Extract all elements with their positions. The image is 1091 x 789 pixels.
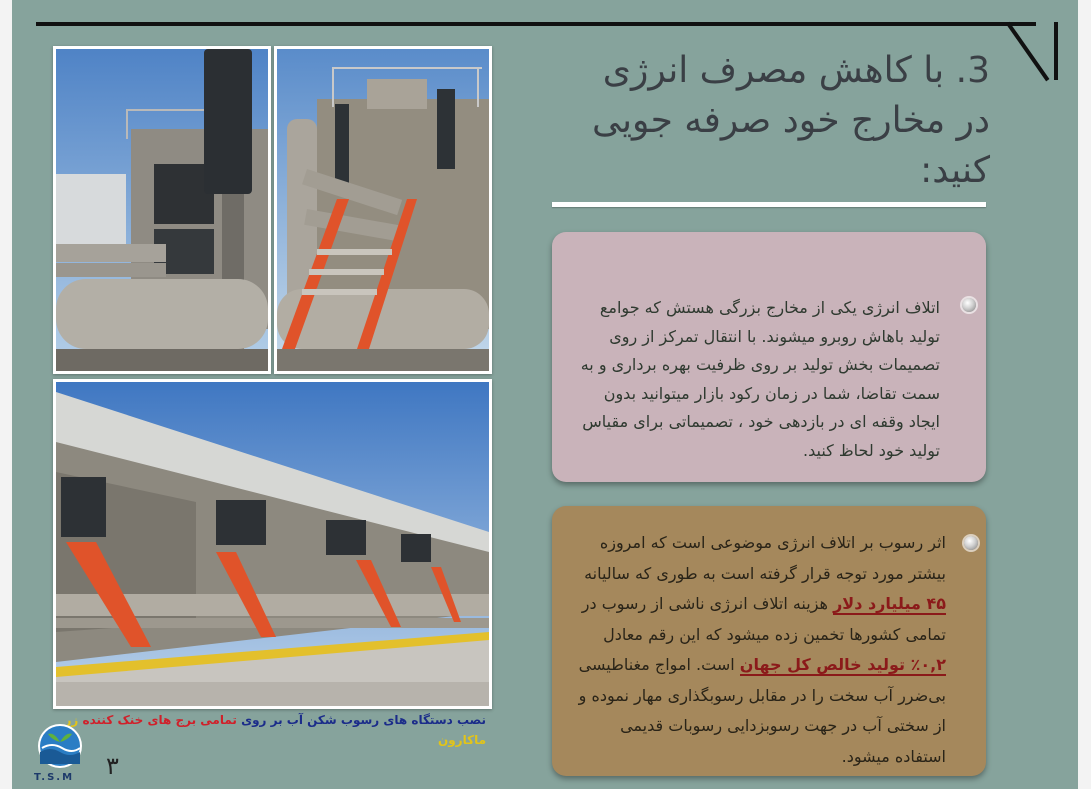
energy-loss-text: اتلاف انرژی یکی از مخارج بزرگی هستش که جوامع تولید باهاش روبرو میشوند. با انتقال تمرکز از روی تصمیمات بخش تولید بر روی ظرفیت بهره برداری و به سمت تقاضا، شما در زمان رکود بازار میتوانید بدون ایجاد وقفه ای در بازدهی خود ، تصمیماتی برای مقیاس تولید خود لحاظ کنید.: [580, 298, 940, 460]
cooling-tower-row-photo: [53, 379, 492, 709]
caption-part-2: تمامی برج های خنک کننده: [82, 713, 237, 727]
scale-text-part-a: اثر رسوب بر اتلاف انرژی موضوعی است که امروزه بیشتر مورد توجه قرار گرفته است به طوری که سالیانه: [584, 533, 946, 583]
scale-text-part-c: است. امواج مغناطیسی بی‌ضرر آب سخت را در مقابل رسوبگذاری مهار نموده و از سختی آب در جهت رسوبزدایی رسوبات قدیمی استفاده میشود.: [578, 655, 946, 766]
scale-effect-text: [570, 528, 946, 772]
page-title: 3. با کاهش مصرف انرژی در مخارج خود صرفه جویی کنید:: [591, 50, 990, 191]
bullet-icon: [962, 298, 976, 312]
frame-right-line: [1054, 22, 1058, 80]
bullet-icon: [964, 536, 978, 550]
page-number: ۳: [106, 752, 119, 780]
cooling-tower-stairs-photo: [274, 46, 492, 374]
tsm-logo-icon: [30, 720, 90, 770]
logo-text: T.S.M: [34, 772, 75, 783]
cooling-tower-side-photo: [53, 46, 271, 374]
photo-caption: [56, 710, 486, 750]
caption-part-3: زر ماکارون: [64, 713, 486, 747]
highlight-cost: ۴۵ میلیارد دلار: [833, 594, 946, 613]
frame-top-line: [36, 22, 1036, 26]
title-underline: [552, 202, 986, 207]
energy-loss-card: [552, 232, 986, 482]
caption-part-1: نصب دستگاه های رسوب شکن آب بر روی: [241, 713, 486, 727]
highlight-world-production: ۰,۲٪ تولید خالص کل جهان: [739, 655, 946, 674]
scale-text-part-b: هزینه اتلاف انرژی ناشی از رسوب در تمامی کشورها تخمین زده میشود که این رقم معادل: [581, 594, 946, 644]
scale-effect-card: [552, 506, 986, 776]
